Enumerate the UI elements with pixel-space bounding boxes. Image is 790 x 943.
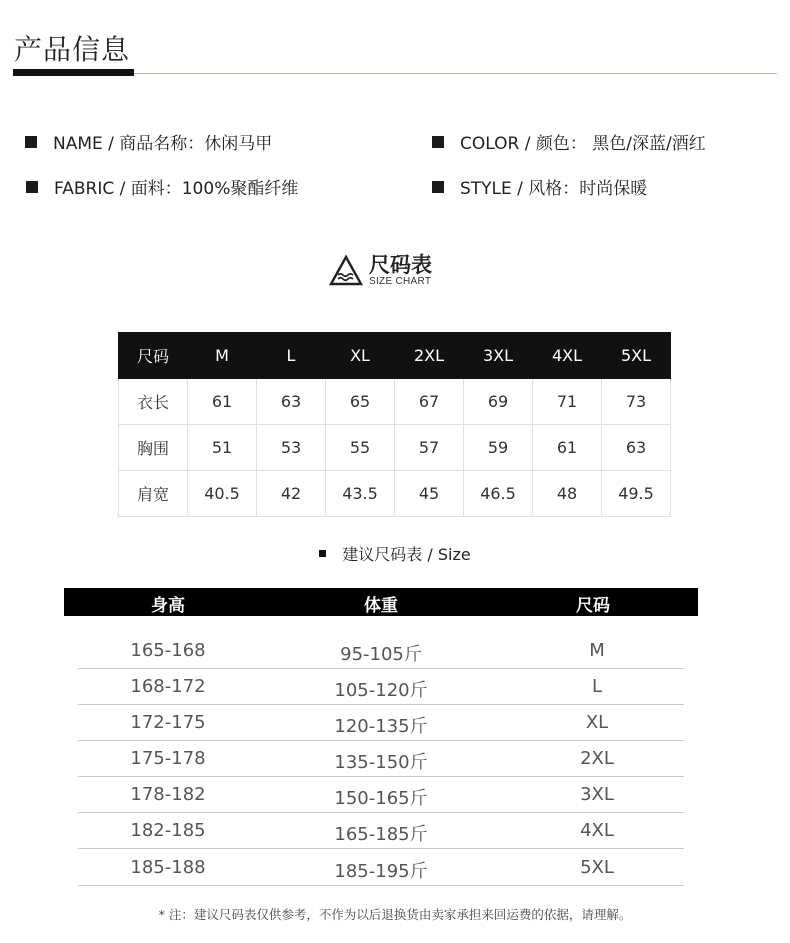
advice-cell-size: 3XL [580,784,614,805]
table-cell: 65 [326,379,395,425]
table-cell: 73 [602,379,671,425]
table-row [119,471,671,517]
table-cell: 53 [257,425,326,471]
table-row [119,379,671,425]
size-chart-title-cn: 尺码表 [369,253,432,277]
table-cell: 胸围 [119,425,188,471]
table-cell: 42 [257,471,326,517]
table-cell: 63 [257,379,326,425]
table-cell: 57 [395,425,464,471]
size-table-header-row [119,333,671,379]
table-cell: 51 [188,425,257,471]
advice-header-weight: 体重 [364,596,398,616]
bullet-square-icon [319,550,326,557]
bullet-square-icon [432,181,444,193]
info-name [25,129,272,154]
table-cell: 46.5 [464,471,533,517]
advice-cell-size: 4XL [580,820,614,841]
advice-title [0,542,790,565]
advice-cell-height: 185-188 [130,857,206,878]
table-cell: 衣长 [119,379,188,425]
info-style [432,174,647,199]
table-row [78,812,684,849]
table-cell: 61 [188,379,257,425]
table-cell: 43.5 [326,471,395,517]
table-cell: 45 [395,471,464,517]
advice-header [64,588,698,616]
size-table-header: 5XL [602,333,671,379]
table-row [78,704,684,741]
title-underline-thin [134,73,777,74]
table-row [78,776,684,813]
size-chart-logo [329,254,432,288]
advice-header-height: 身高 [151,596,185,616]
size-table-header: M [188,333,257,379]
advice-cell-weight: 135-150斤 [334,752,428,773]
table-row [78,668,684,705]
section-title: 产品信息 [14,33,131,66]
table-cell: 55 [326,425,395,471]
table-cell: 肩宽 [119,471,188,517]
size-table-header: 4XL [533,333,602,379]
advice-cell-height: 178-182 [130,784,206,805]
table-cell: 67 [395,379,464,425]
info-name-text: NAME / 商品名称：休闲马甲 [53,134,273,154]
table-cell: 71 [533,379,602,425]
bullet-square-icon [26,181,38,193]
table-cell: 69 [464,379,533,425]
table-row [78,632,684,669]
table-row [78,849,684,886]
table-row [78,740,684,777]
table-row [119,425,671,471]
info-color [432,129,706,154]
advice-cell-height: 165-168 [130,640,206,661]
size-table-header: 2XL [395,333,464,379]
title-underline-thick [13,69,134,76]
size-table-header: 尺码 [119,333,188,379]
size-table-header: L [257,333,326,379]
bullet-square-icon [25,136,37,148]
table-cell: 40.5 [188,471,257,517]
size-chart-title-en: SIZE CHART [369,276,432,287]
advice-cell-weight: 185-195斤 [334,861,428,882]
hanger-water-icon [329,254,363,288]
info-color-text: COLOR / 颜色： 黑色/深蓝/酒红 [460,134,706,154]
table-cell: 49.5 [602,471,671,517]
size-table-header: XL [326,333,395,379]
advice-cell-size: M [589,640,605,661]
advice-title-text: 建议尺码表 / Size [342,545,471,564]
bullet-square-icon [432,136,444,148]
advice-cell-height: 182-185 [130,820,206,841]
advice-cell-weight: 165-185斤 [334,824,428,845]
table-cell: 48 [533,471,602,517]
advice-cell-weight: 150-165斤 [334,788,428,809]
advice-cell-size: XL [585,712,609,733]
advice-cell-size: L [591,676,603,697]
size-table-header: 3XL [464,333,533,379]
table-cell: 59 [464,425,533,471]
advice-cell-weight: 105-120斤 [334,680,428,701]
footnote: * 注：建议尺码表仅供参考，不作为以后退换货由卖家承担来回运费的依据，请理解。 [158,907,632,922]
advice-cell-weight: 120-135斤 [334,716,428,737]
size-table [118,332,671,517]
advice-header-size: 尺码 [576,596,610,616]
info-fabric-text: FABRIC / 面料：100%聚酯纤维 [54,179,299,199]
advice-cell-height: 172-175 [130,712,206,733]
advice-cell-height: 175-178 [130,748,206,769]
advice-cell-size: 2XL [580,748,614,769]
advice-cell-weight: 95-105斤 [340,644,422,665]
advice-cell-height: 168-172 [130,676,206,697]
info-style-text: STYLE / 风格：时尚保暖 [460,179,648,199]
advice-cell-size: 5XL [580,857,614,878]
table-cell: 63 [602,425,671,471]
info-fabric [26,174,298,199]
table-cell: 61 [533,425,602,471]
